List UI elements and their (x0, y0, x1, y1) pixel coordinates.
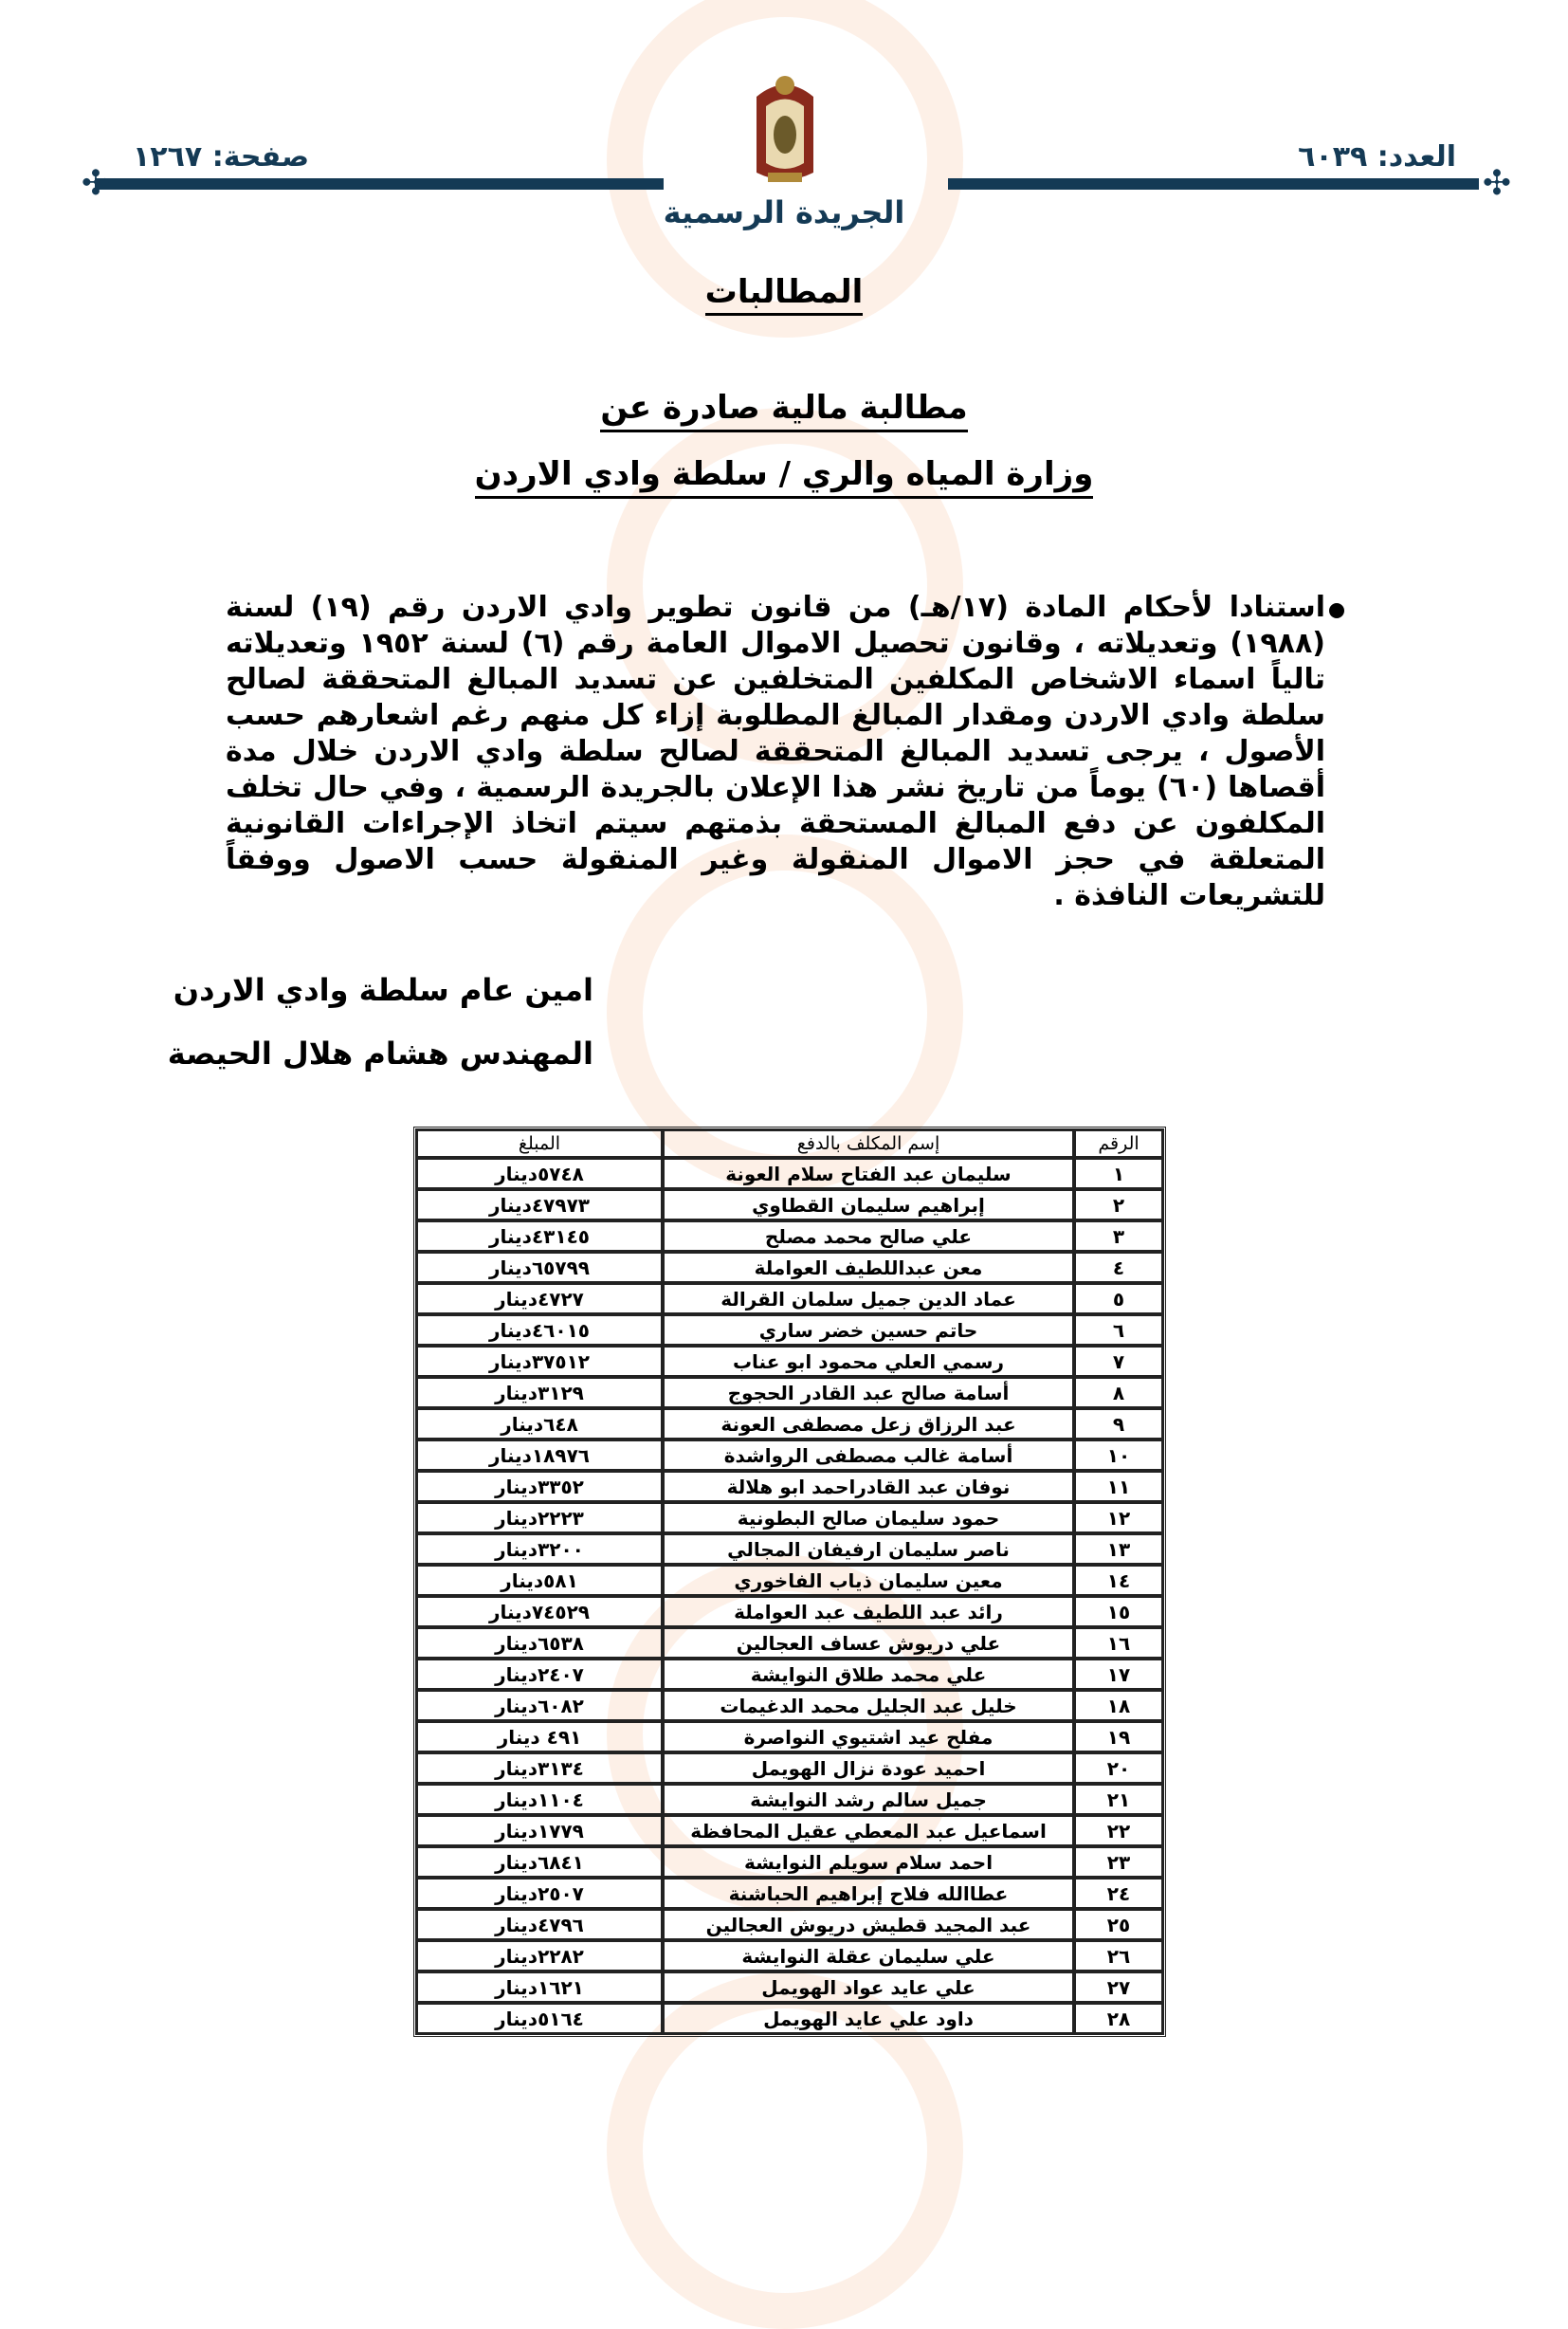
cell-no: ١٢ (1074, 1502, 1163, 1533)
cell-name: علي سليمان عقلة النوايشة (663, 1940, 1074, 1971)
header-rule-right (948, 178, 1479, 190)
cell-no: ٢٦ (1074, 1940, 1163, 1971)
cell-name: نوفان عبد القادراحمد ابو هلالة (663, 1471, 1074, 1502)
cell-amount: ٤٦٠١٥دينار (416, 1314, 663, 1346)
cell-no: ١٨ (1074, 1690, 1163, 1721)
cell-amount: ٧٤٥٢٩دينار (416, 1596, 663, 1627)
ornament-knot-icon: ✣ (1482, 164, 1512, 203)
cell-no: ١٧ (1074, 1659, 1163, 1690)
header-amount: المبلغ (416, 1129, 663, 1158)
cell-no: ٥ (1074, 1283, 1163, 1314)
cell-amount: ٦٨٤١دينار (416, 1846, 663, 1878)
cell-amount: ٣١٣٤دينار (416, 1752, 663, 1784)
cell-no: ٢٣ (1074, 1846, 1163, 1878)
table-row (416, 1846, 1163, 1878)
cell-no: ٢٢ (1074, 1815, 1163, 1846)
cell-name: علي دريوش عساف العجالين (663, 1627, 1074, 1659)
cell-name: عماد الدين جميل سلمان القرالة (663, 1283, 1074, 1314)
cell-amount: ٤٣١٤٥دينار (416, 1220, 663, 1252)
cell-amount: ١١٠٤دينار (416, 1784, 663, 1815)
table-row (416, 1440, 1163, 1471)
cell-amount: ٥١٦٤دينار (416, 2003, 663, 2034)
ornament-knot-icon: ✣ (81, 164, 111, 203)
cell-amount: ٣٧٥١٢دينار (416, 1346, 663, 1377)
cell-amount: ٢٢٢٣دينار (416, 1502, 663, 1533)
issue-number: العدد: ٦٠٣٩ (1298, 140, 1456, 174)
header-no: الرقم (1074, 1129, 1163, 1158)
table-row (416, 1690, 1163, 1721)
table-row (416, 1909, 1163, 1940)
page-number: صفحة: ١٢٦٧ (133, 140, 310, 174)
table-row (416, 2003, 1163, 2034)
cell-no: ٦ (1074, 1314, 1163, 1346)
section-title (0, 273, 1568, 311)
table-row (416, 1471, 1163, 1502)
table-row (416, 1940, 1163, 1971)
cell-name: مفلح عيد اشتيوي النواصرة (663, 1721, 1074, 1752)
table-row (416, 1596, 1163, 1627)
cell-no: ٩ (1074, 1408, 1163, 1440)
cell-name: سليمان عبد الفتاح سلام العونة (663, 1158, 1074, 1189)
claim-heading (0, 389, 1568, 427)
gazette-title: الجريدة الرسمية (663, 194, 905, 230)
cell-name: معين سليمان ذياب الفاخوري (663, 1565, 1074, 1596)
table-row (416, 1220, 1163, 1252)
section-title-text: المطالبات (705, 273, 864, 316)
jordan-coat-of-arms-icon (749, 68, 821, 192)
table-row (416, 1189, 1163, 1220)
table-row (416, 1408, 1163, 1440)
cell-name: اسماعيل عبد المعطي عقيل المحافظة (663, 1815, 1074, 1846)
cell-name: إبراهيم سليمان القطاوي (663, 1189, 1074, 1220)
cell-amount: ٣١٢٩دينار (416, 1377, 663, 1408)
cell-amount: ١٦٢١دينار (416, 1971, 663, 2003)
cell-amount: ٣٣٥٢دينار (416, 1471, 663, 1502)
table-row (416, 1377, 1163, 1408)
cell-name: ناصر سليمان ارفيفان المجالي (663, 1533, 1074, 1565)
cell-amount: ٢٢٨٢دينار (416, 1940, 663, 1971)
table-row (416, 1533, 1163, 1565)
cell-no: ٢٨ (1074, 2003, 1163, 2034)
table-row (416, 1659, 1163, 1690)
signatory-name: المهندس هشام هلال الحيصة (167, 1036, 593, 1072)
cell-no: ٨ (1074, 1377, 1163, 1408)
table-header-row (416, 1129, 1163, 1158)
cell-no: ٢٥ (1074, 1909, 1163, 1940)
cell-name: عطاالله فلاح إبراهيم الحباشنة (663, 1878, 1074, 1909)
cell-no: ٤ (1074, 1252, 1163, 1283)
cell-no: ٧ (1074, 1346, 1163, 1377)
cell-no: ٢٤ (1074, 1878, 1163, 1909)
cell-amount: ١٨٩٧٦دينار (416, 1440, 663, 1471)
cell-name: علي محمد طلاق النوايشة (663, 1659, 1074, 1690)
table-row (416, 1502, 1163, 1533)
cell-amount: ٥٧٤٨دينار (416, 1158, 663, 1189)
cell-amount: ١٧٧٩دينار (416, 1815, 663, 1846)
table-row (416, 1346, 1163, 1377)
cell-name: علي صالح محمد مصلح (663, 1220, 1074, 1252)
cell-name: أسامة غالب مصطفى الرواشدة (663, 1440, 1074, 1471)
cell-no: ٢٧ (1074, 1971, 1163, 2003)
claim-heading-text: مطالبة مالية صادرة عن (600, 389, 967, 432)
cell-no: ٢٠ (1074, 1752, 1163, 1784)
table-row (416, 1878, 1163, 1909)
cell-name: أسامة صالح عبد القادر الحجوج (663, 1377, 1074, 1408)
cell-no: ١٠ (1074, 1440, 1163, 1471)
cell-amount: ٤٧٩٦دينار (416, 1909, 663, 1940)
cell-amount: ٥٨١دينار (416, 1565, 663, 1596)
table-row (416, 1721, 1163, 1752)
cell-amount: ٢٤٠٧دينار (416, 1659, 663, 1690)
cell-amount: ٦٤٨دينار (416, 1408, 663, 1440)
cell-name: رائد عبد اللطيف عبد العواملة (663, 1596, 1074, 1627)
table-row (416, 1158, 1163, 1189)
table-row (416, 1627, 1163, 1659)
cell-no: ٢١ (1074, 1784, 1163, 1815)
cell-amount: ٣٢٠٠دينار (416, 1533, 663, 1565)
cell-name: احميد عودة نزال الهويمل (663, 1752, 1074, 1784)
cell-amount: ٤٩١ دينار (416, 1721, 663, 1752)
claim-issuer (0, 455, 1568, 493)
cell-no: ٢ (1074, 1189, 1163, 1220)
cell-name: عبد الرزاق زعل مصطفى العونة (663, 1408, 1074, 1440)
cell-amount: ٤٧٢٧دينار (416, 1283, 663, 1314)
cell-name: احمد سلام سويلم النوايشة (663, 1846, 1074, 1878)
cell-amount: ٦٥٣٨دينار (416, 1627, 663, 1659)
claim-body: استنادا لأحكام المادة (١٧/هـ) من قانون تطوير وادي الاردن رقم (١٩) لسنة (١٩٨٨) وتعديلاته ، وقانون تحصيل الاموال العامة رقم (٦) لسنة ١٩٥٢ وتعديلاته تالياً اسماء الاشخاص المكلفين المتخلفين عن تسديد المبالغ المتحققة لصالح سلطة وادي الاردن ومقدار المبالغ المطلوبة إزاء كل منهم رغم اشعارهم حسب الأصول ، يرجى تسديد المبالغ المتحققة لصالح سلطة وادي الاردن خلال مدة أقصاها (٦٠) يوماً من تاريخ نشر هذا الإعلان بالجريدة الرسمية ، وفي حال تخلف المكلفون عن دفع المبالغ المستحقة بذمتهم سيتم اتخاذ الإجراءات القانونية المتعلقة في حجز الاموال المنقولة وغير المنقولة حسب الاصول ووفقاً للتشريعات النافذة . (226, 591, 1325, 912)
cell-name: حمود سليمان صالح البطونية (663, 1502, 1074, 1533)
cell-name: خليل عبد الجليل محمد الدغيمات (663, 1690, 1074, 1721)
cell-name: رسمي العلي محمود ابو عناب (663, 1346, 1074, 1377)
claims-table (413, 1127, 1166, 2037)
table-row (416, 1252, 1163, 1283)
cell-amount: ٦٠٨٢دينار (416, 1690, 663, 1721)
cell-no: ١٣ (1074, 1533, 1163, 1565)
header-name: إسم المكلف بالدفع (663, 1129, 1074, 1158)
table-row (416, 1815, 1163, 1846)
cell-name: جميل سالم رشد النوايشة (663, 1784, 1074, 1815)
table-row (416, 1784, 1163, 1815)
cell-no: ٣ (1074, 1220, 1163, 1252)
table-row (416, 1752, 1163, 1784)
cell-no: ١١ (1074, 1471, 1163, 1502)
cell-amount: ٢٥٠٧دينار (416, 1878, 663, 1909)
cell-name: حاتم حسين خضر ساري (663, 1314, 1074, 1346)
cell-name: علي عايد عواد الهويمل (663, 1971, 1074, 2003)
table-row (416, 1314, 1163, 1346)
cell-name: داود علي عايد الهويمل (663, 2003, 1074, 2034)
cell-name: معن عبداللطيف العواملة (663, 1252, 1074, 1283)
cell-no: ١٦ (1074, 1627, 1163, 1659)
claim-issuer-text: وزارة المياه والري / سلطة وادي الاردن (475, 455, 1094, 499)
cell-amount: ٤٧٩٧٣دينار (416, 1189, 663, 1220)
cell-no: ١٤ (1074, 1565, 1163, 1596)
table-row (416, 1565, 1163, 1596)
cell-no: ١٥ (1074, 1596, 1163, 1627)
bullet-icon (1329, 603, 1344, 618)
cell-no: ١ (1074, 1158, 1163, 1189)
table-row (416, 1283, 1163, 1314)
header-rule-left (95, 178, 664, 190)
cell-amount: ٦٥٧٩٩دينار (416, 1252, 663, 1283)
table-row (416, 1971, 1163, 2003)
cell-no: ١٩ (1074, 1721, 1163, 1752)
signatory-title: امين عام سلطة وادي الاردن (173, 972, 593, 1008)
cell-name: عبد المجيد قطيش دريوش العجالين (663, 1909, 1074, 1940)
